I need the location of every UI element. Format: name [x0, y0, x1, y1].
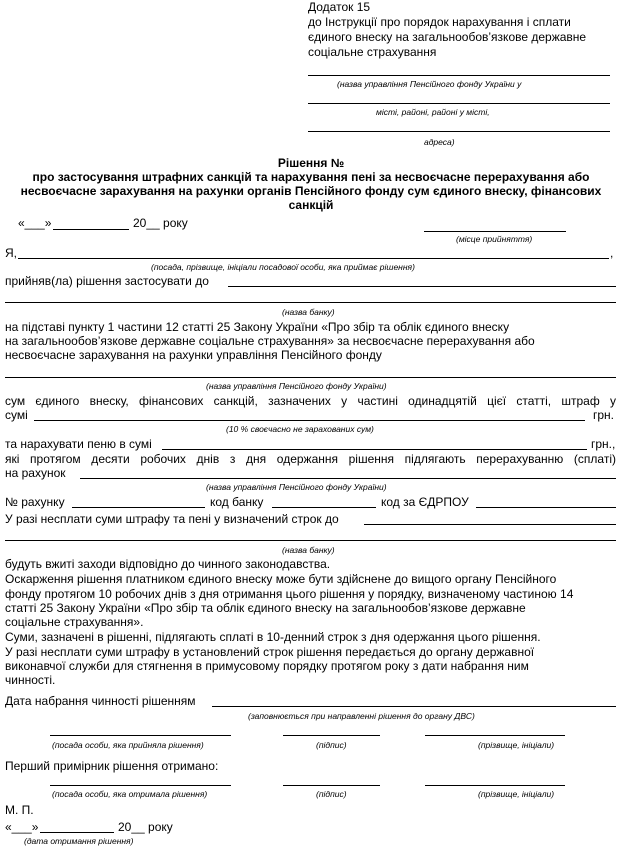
official-signature-line[interactable]	[283, 735, 380, 736]
sums-line: сум єдиного внеску, фінансових санкцій, зазначених у частині одинадцятій цієї статті, штраф у	[5, 394, 616, 408]
bank-hint-2: (назва банку)	[282, 545, 335, 555]
receiver-signature-line[interactable]	[283, 785, 380, 786]
appeal-line-4: соціальне страхування».	[5, 615, 144, 629]
edrpou-label: код за ЄДРПОУ	[381, 495, 469, 509]
bank-hint: (назва банку)	[282, 307, 335, 317]
header-line-2: єдиного внеску на загальнообов’язкове державне	[308, 30, 587, 44]
bank-line-2[interactable]	[5, 302, 616, 303]
edrpou-line[interactable]	[476, 507, 616, 508]
penalty-amount-line[interactable]	[162, 449, 587, 450]
fund-hint-2: (назва управління Пенсійного фонду України)	[206, 482, 387, 492]
basis-line-1: на підставі пункту 1 частини 12 статті 25 Закону України «Про збір та облік єдиного внеску	[5, 320, 510, 334]
date-year: 20__ року	[133, 216, 188, 230]
appeal-line-3: статті 25 Закону України «Про збір та облік єдиного внеску на загальнообов’язкове державне	[5, 601, 526, 615]
place-hint: (місце прийняття)	[456, 234, 533, 244]
measures-text: будуть вжиті заходи відповідно до чинного законодавства.	[5, 557, 331, 571]
appendix-number: Додаток 15	[308, 0, 371, 14]
stamp-mark: М. П.	[5, 803, 34, 817]
decision-subtitle-2: несвоєчасне зарахування на рахунки органів Пенсійного фонду сум єдиного внеску, фінансових	[20, 184, 602, 198]
enforce-line-1: У разі несплати суми штрафу в установлений строк рішення передається до органу державної	[5, 645, 535, 659]
enforce-line-3: чинності.	[5, 673, 56, 687]
official-name-line[interactable]	[425, 735, 565, 736]
effective-date-label: Дата набрання чинності рішенням	[5, 694, 196, 708]
receiver-name-hint: (прізвище, ініціали)	[478, 789, 555, 799]
effective-date-hint: (заповнюється при направленні рішення до органу ДВС)	[248, 711, 475, 721]
official-comma: ,	[610, 246, 614, 260]
official-hint: (посада, прізвище, ініціали посадової особи, яка приймає рішення)	[151, 262, 415, 272]
receiver-position-hint: (посада особи, яка отримала рішення)	[52, 789, 208, 799]
receipt-day-quote: «___»	[5, 820, 39, 834]
place-line[interactable]	[424, 231, 566, 232]
address-line[interactable]	[308, 131, 610, 132]
nonpay-bank-line[interactable]	[364, 524, 616, 525]
receiver-position-line[interactable]	[50, 785, 231, 786]
date-day-quote: «___»	[18, 216, 52, 230]
decided-text: прийняв(ла) рішення застосувати до	[5, 274, 209, 288]
fine-amount-line[interactable]	[34, 420, 585, 421]
nonpay-bank-line-2[interactable]	[5, 540, 616, 541]
address-hint: адреса)	[424, 137, 455, 147]
decision-title: Рішення №	[277, 156, 345, 170]
account-no-line[interactable]	[72, 507, 205, 508]
enforce-line-2: виконавчої служби для стягнення в примусовому порядку протягом року з дати набрання ним	[5, 659, 529, 673]
transfer-text: які протягом десяти робочих днів з дня одержання рішення підлягають перерахуванню (сплаті)	[5, 452, 616, 466]
header-line-3: соціальне страхування	[308, 45, 437, 59]
official-signature-hint: (підпис)	[316, 740, 347, 750]
city-hint: місті, районі, районі у місті,	[376, 107, 490, 117]
account-no-label: № рахунку	[5, 495, 65, 509]
uah-label: грн.	[593, 408, 615, 422]
header-line-1: до Інструкції про порядок нарахування і сплати	[308, 15, 571, 29]
sum-label: сумі	[5, 408, 28, 422]
appeal-line-2: фонду протягом 10 робочих днів з дня отримання цього рішення у порядку, визначеному частиною 14	[5, 587, 574, 601]
received-label: Перший примірник рішення отримано:	[5, 759, 219, 773]
receiver-name-line[interactable]	[425, 785, 565, 786]
city-line[interactable]	[308, 103, 610, 104]
decision-subtitle-3: санкцій	[288, 198, 334, 212]
fund-name-line[interactable]	[308, 75, 610, 76]
official-position-line[interactable]	[50, 735, 231, 736]
nonpay-text: У разі несплати суми штрафу та пені у визначений строк до	[5, 512, 339, 526]
fund-hint: (назва управління Пенсійного фонду України)	[206, 381, 387, 391]
account-fund-line[interactable]	[80, 478, 616, 479]
official-name-hint: (прізвище, ініціали)	[478, 740, 555, 750]
fund-name-hint: (назва управління Пенсійного фонду України у	[337, 79, 522, 89]
receipt-date-hint: (дата отримання рішення)	[24, 836, 134, 846]
penalty-label: та нарахувати пеню в сумі	[5, 437, 152, 451]
receipt-year: 20__ року	[118, 820, 173, 834]
receipt-month-line[interactable]	[40, 832, 114, 833]
uah-comma-label: грн.,	[591, 437, 616, 451]
i-label: Я,	[5, 246, 17, 260]
decision-subtitle-1: про застосування штрафних санкцій та нарахування пені за несвоєчасне перерахування або	[32, 170, 590, 184]
receiver-signature-hint: (підпис)	[316, 789, 347, 799]
fund-line[interactable]	[5, 377, 616, 378]
official-line[interactable]	[18, 258, 609, 259]
basis-line-3: несвоєчасне зарахування на рахунки управління Пенсійного фонду	[5, 348, 382, 362]
bank-line[interactable]	[228, 286, 616, 287]
basis-line-2: на загальнообов’язкове державне соціальне страхування» за несвоєчасне перерахування або	[5, 334, 535, 348]
to-account-label: на рахунок	[5, 466, 66, 480]
bank-code-line[interactable]	[272, 507, 376, 508]
percent-hint: (10 % своєчасно не зарахованих сум)	[226, 424, 374, 434]
effective-date-line[interactable]	[212, 706, 616, 707]
sums-due-text: Суми, зазначені в рішенні, підлягають сплаті в 10-денний строк з дня одержання цього рішення.	[5, 630, 541, 644]
appeal-line-1: Оскарження рішення платником єдиного внеску може бути здійснене до вищого органу Пенсійного	[5, 572, 557, 586]
official-position-hint: (посада особи, яка прийняла рішення)	[52, 740, 204, 750]
bank-code-label: код банку	[210, 495, 264, 509]
date-month-line[interactable]	[53, 229, 129, 230]
